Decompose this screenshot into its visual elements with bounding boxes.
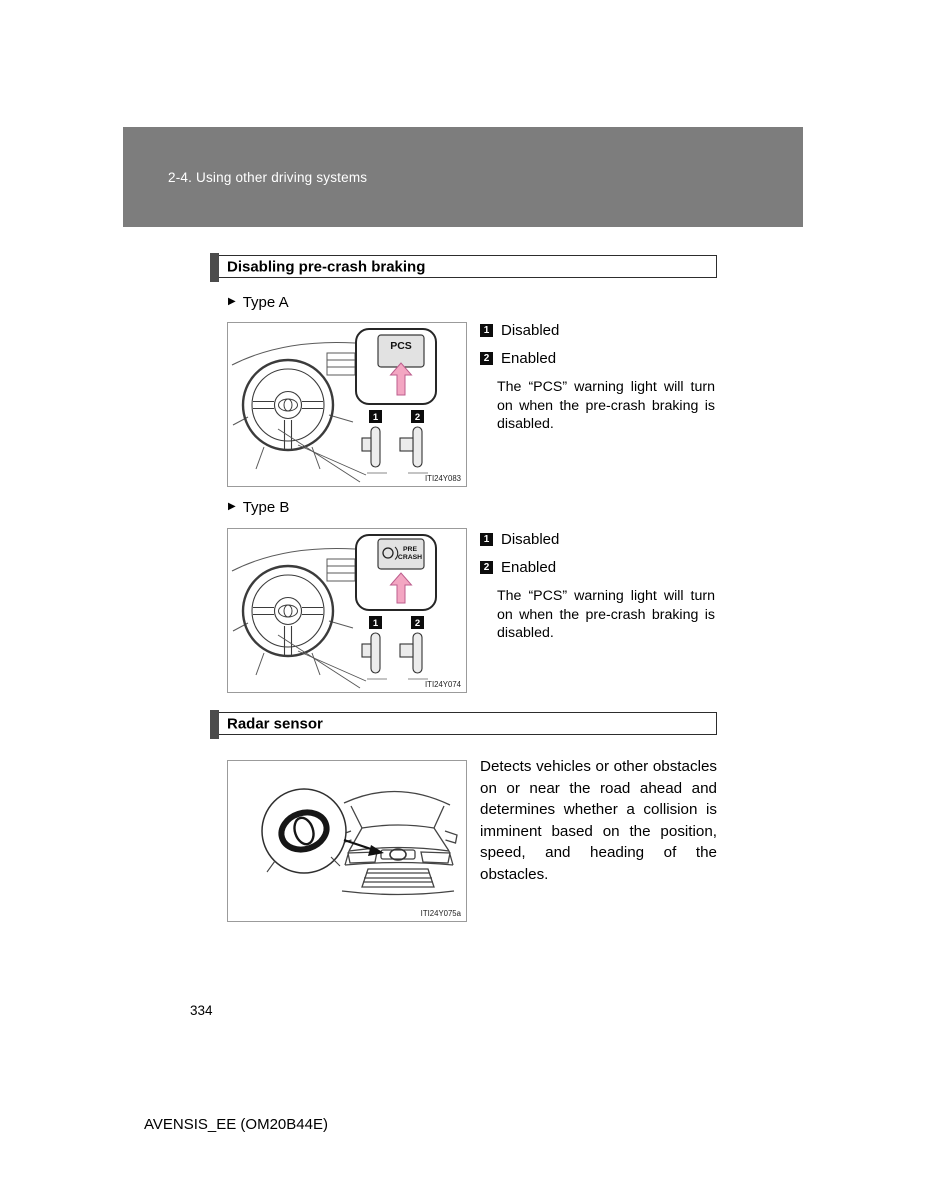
legend-item <box>480 322 720 339</box>
type-a-legend <box>480 322 720 434</box>
legend-badge-1: 1 <box>480 533 493 546</box>
legend-item <box>480 350 720 367</box>
pointer-triangle-icon: ▶ <box>228 501 236 512</box>
type-b-heading <box>228 498 289 516</box>
tag-2: 2 <box>414 412 421 423</box>
switch-tags <box>369 616 424 629</box>
legend-label-enabled: Enabled <box>501 559 557 576</box>
steering-wheel <box>243 360 333 450</box>
pre-crash-label-line1: PRE <box>403 546 417 553</box>
radar-description: Detects vehicles or other obstacles on or near the road ahead and determines whether a collision is imminent based on the position, speed, and heading of the obstacles. <box>480 758 717 883</box>
footer-code: AVENSIS_EE (OM20B44E) <box>144 1116 328 1133</box>
legend-label-disabled: Disabled <box>501 322 560 339</box>
legend-badge-1: 1 <box>480 324 493 337</box>
legend-label-disabled: Disabled <box>501 531 560 548</box>
tag-1: 1 <box>372 412 379 423</box>
type-a-heading-text: Type A <box>242 293 289 311</box>
tag-2: 2 <box>414 618 421 629</box>
type-b-heading-text: Type B <box>242 498 290 516</box>
radar-illustration <box>228 761 466 921</box>
legend-label-enabled: Enabled <box>501 350 557 367</box>
switch-profiles <box>362 633 422 673</box>
type-a-figure <box>227 322 467 487</box>
figure-caption: ITI24Y083 <box>425 474 461 483</box>
legend-item <box>480 559 720 576</box>
section-header-radar <box>210 712 717 735</box>
figure-caption: ITI24Y074 <box>425 680 461 689</box>
tag-1: 1 <box>372 618 379 629</box>
figure-caption: ITI24Y075a <box>420 909 461 918</box>
pointer-triangle-icon: ▶ <box>228 296 236 307</box>
magnifier-circle <box>262 789 346 873</box>
grille-emblem <box>390 849 406 860</box>
section-title-disabling-text: Disabling pre-crash braking <box>227 258 426 275</box>
type-a-heading <box>228 293 289 311</box>
legend-item <box>480 531 720 548</box>
pcs-warning-note: The “PCS” warning light will turn on when the pre-crash braking is disabled. <box>497 588 715 642</box>
type-b-figure <box>227 528 467 693</box>
type-b-legend <box>480 531 720 643</box>
legend-badge-2: 2 <box>480 561 493 574</box>
switch-profiles <box>362 427 422 467</box>
type-b-illustration <box>228 529 466 692</box>
switch-tags <box>369 410 424 423</box>
pcs-button-label: PCS <box>390 340 412 352</box>
section-accent-bar <box>210 253 219 282</box>
car-front <box>340 791 457 894</box>
chapter-header <box>123 127 803 227</box>
section-header-disabling <box>210 255 717 278</box>
type-a-illustration <box>228 323 466 486</box>
legend-badge-2: 2 <box>480 352 493 365</box>
pcs-warning-note: The “PCS” warning light will turn on when the pre-crash braking is disabled. <box>497 379 715 433</box>
section-title-radar-text: Radar sensor <box>227 715 323 732</box>
pre-crash-label-line2: CRASH <box>397 554 423 561</box>
section-accent-bar <box>210 710 219 739</box>
page-number: 334 <box>190 1003 213 1018</box>
steering-wheel <box>243 566 333 656</box>
breadcrumb: 2-4. Using other driving systems <box>168 169 368 185</box>
radar-figure <box>227 760 467 922</box>
